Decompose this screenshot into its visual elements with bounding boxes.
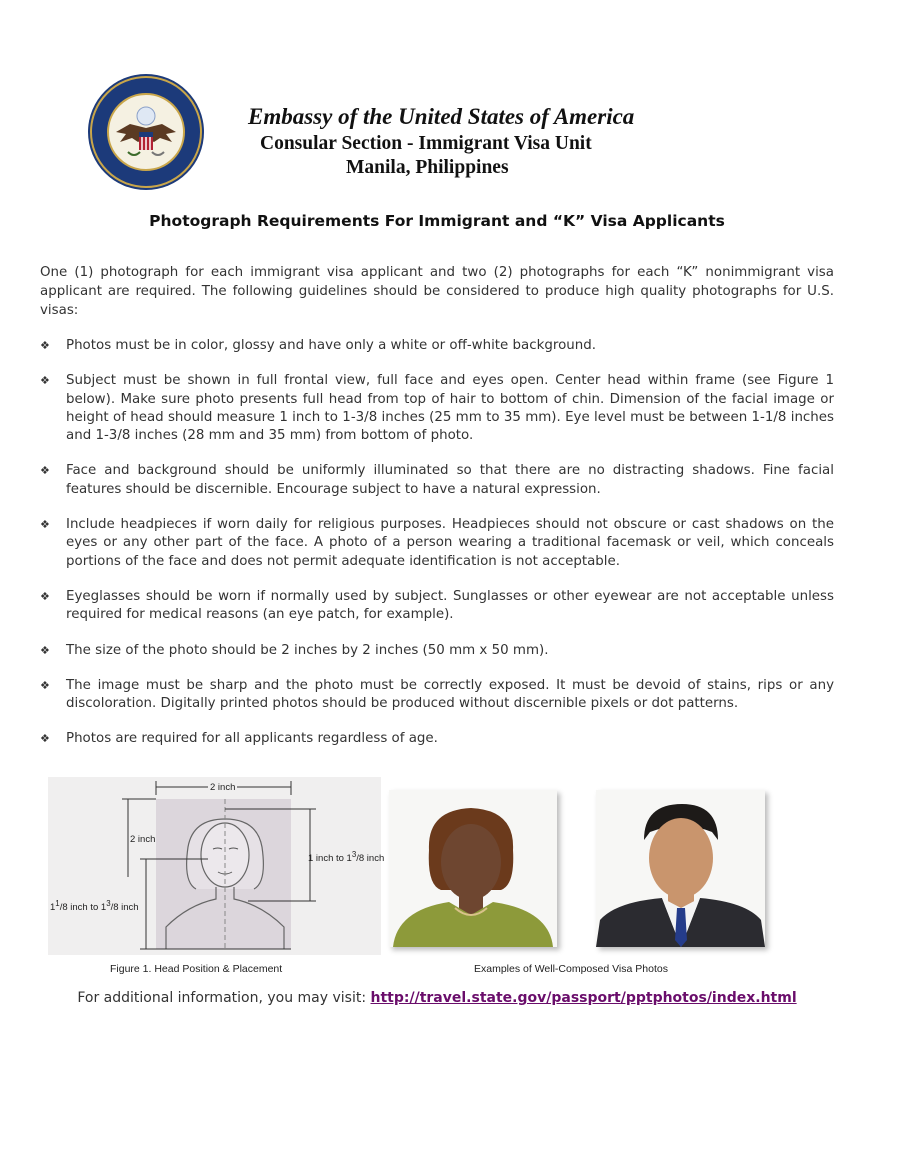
bullet-text: The image must be sharp and the photo must be correctly exposed. It must be devoid of stains, rips or any discoloration. Digitally printed photos should be produced without discernible pixels or dot patterns. — [66, 677, 834, 712]
list-item — [40, 642, 834, 660]
footer-text: For additional information, you may visit: — [77, 990, 371, 1006]
bullet-icon: ❖ — [40, 374, 50, 388]
list-item — [40, 337, 834, 355]
requirements-list — [40, 337, 834, 749]
bullet-text: Subject must be shown in full frontal view, full face and eyes open. Center head within frame (see Figure 1 below). Make sure photo presents full head from top of hair to bottom of chin. Dimension of the facial image or height of head should measure 1 inch to 1-3/8 inches (25 mm to 35 mm). Eye level must be between 1-1/8 inches and 1-3/8 inches (28 mm and 35 mm) from bottom of photo. — [66, 373, 834, 444]
example-photo-man — [596, 790, 765, 947]
bullet-text: Face and background should be uniformly illuminated so that there are no distracting shadows. Fine facial features should be discernible. Encourage subject to have a natural expression. — [66, 463, 834, 497]
list-item — [40, 516, 834, 571]
bullet-icon: ❖ — [40, 518, 50, 532]
head-height-label: 1 inch to $1^3/8$ inch — [308, 850, 385, 865]
location: Manila, Philippines — [346, 157, 509, 178]
photos-caption: Examples of Well-Composed Visa Photos — [474, 963, 668, 975]
list-item — [40, 372, 834, 445]
department-of-state-seal — [86, 72, 206, 192]
bullet-text: The size of the photo should be 2 inches by 2 inches (50 mm x 50 mm). — [66, 642, 549, 658]
bullet-icon: ❖ — [40, 678, 50, 692]
footer — [0, 990, 874, 1006]
width-label: 2 inch — [210, 782, 236, 793]
more-info-link[interactable]: http://travel.state.gov/passport/pptphotos/index.html — [370, 990, 797, 1006]
figure-caption: Figure 1. Head Position & Placement — [110, 963, 283, 975]
bullet-icon: ❖ — [40, 589, 50, 603]
bullet-text: Photos must be in color, glossy and have only a white or off-white background. — [66, 338, 597, 353]
head-position-diagram — [48, 777, 381, 955]
height-label: 2 inch — [130, 834, 156, 845]
bullet-text: Include headpieces if worn daily for religious purposes. Headpieces should not obscure or cast shadows on the eyes or any other part of the face. A photo of a person wearing a traditional facemask or veil, which conceals portions of the face and does not permit adequate identification is not acceptable. — [66, 517, 834, 569]
bullet-icon: ❖ — [40, 732, 50, 746]
consular-section: Consular Section - Immigrant Visa Unit — [260, 133, 592, 154]
list-item — [40, 730, 834, 748]
embassy-name: Embassy of the United States of America — [248, 104, 635, 129]
example-photo-woman — [389, 790, 557, 947]
list-item — [40, 588, 834, 625]
list-item — [40, 677, 834, 714]
intro-paragraph: One (1) photograph for each immigrant visa applicant and two (2) photographs for each “K” nonimmigrant visa applicant are required. The following guidelines should be considered to produce high quality photographs for U.S. visas: — [40, 265, 834, 318]
head-position-figure — [48, 777, 385, 955]
document-title: Photograph Requirements For Immigrant and “K” Visa Applicants — [149, 212, 725, 230]
bullet-text: Eyeglasses should be worn if normally used by subject. Sunglasses or other eyewear are not acceptable unless required for medical reasons (an eye patch, for example). — [66, 588, 834, 623]
bullet-icon: ❖ — [40, 339, 50, 352]
bullet-icon: ❖ — [40, 464, 50, 478]
bullet-text: Photos are required for all applicants regardless of age. — [66, 731, 438, 747]
eye-level-label: $1^1/8$ inch to $1^3/8$ inch — [50, 899, 139, 914]
list-item — [40, 462, 834, 499]
bullet-icon: ❖ — [40, 643, 50, 657]
